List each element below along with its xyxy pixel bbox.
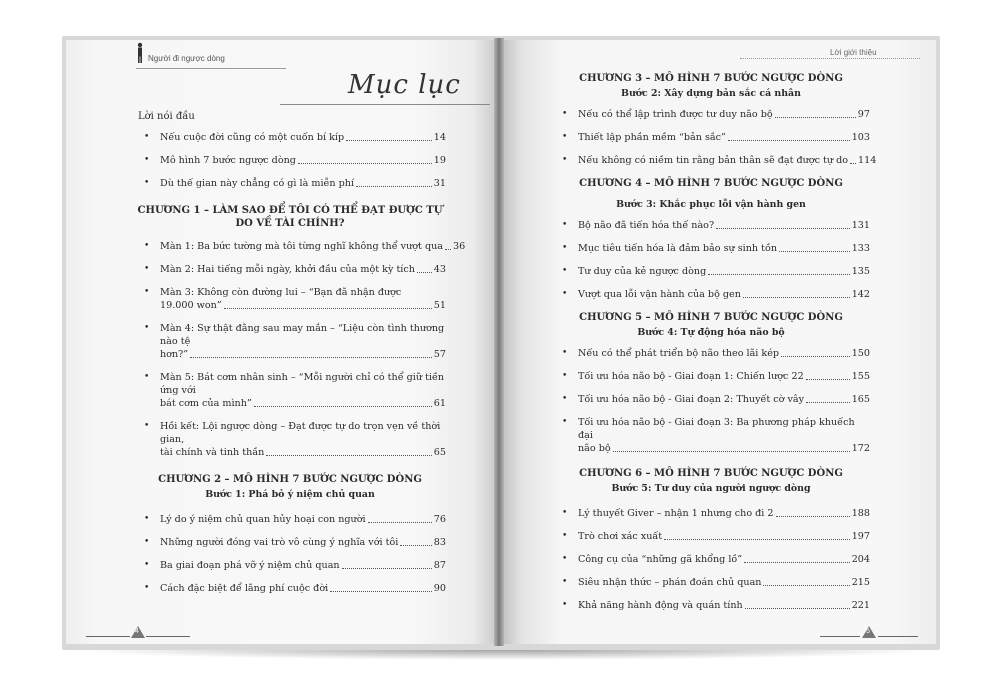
bullet-icon: • — [144, 132, 150, 142]
bullet-icon: • — [562, 577, 568, 587]
bullet-icon: • — [562, 371, 568, 381]
bullet-icon: • — [562, 417, 568, 427]
left-footer-rule — [146, 636, 190, 637]
bullet-icon: • — [144, 583, 150, 593]
chapter-4-title: CHƯƠNG 4 – MÔ HÌNH 7 BƯỚC NGƯỢC DÒNG — [579, 178, 843, 189]
bullet-icon: • — [144, 537, 150, 547]
left-footer-rule — [86, 636, 130, 637]
bullet-icon: • — [144, 323, 150, 333]
toc-entry[interactable]: • Vượt qua lỗi vận hành của bộ gen 142 — [562, 289, 870, 300]
bullet-icon: • — [562, 600, 568, 610]
chapter-6-step: Bước 5: Tư duy của người ngược dòng — [611, 483, 811, 494]
chapter-3-step: Bước 2: Xây dựng bản sắc cá nhân — [621, 88, 801, 99]
toc-entry[interactable]: • Nếu không có niềm tin rằng bản thân sẽ đạt được tự do 114 — [562, 155, 877, 166]
bullet-icon: • — [562, 394, 568, 404]
toc-entry[interactable]: • Mô hình 7 bước ngược dòng 19 — [144, 155, 446, 166]
bullet-icon: • — [144, 241, 150, 251]
toc-entry[interactable]: • Nếu có thể lập trình được tư duy não bộ 97 — [562, 109, 870, 120]
toc-entry[interactable]: • Tối ưu hóa não bộ - Giai đoạn 1: Chiến lược 22 155 — [562, 371, 870, 382]
bullet-icon: • — [144, 178, 150, 188]
chapter-1-title: CHƯƠNG 1 – LÀM SAO ĐỂ TÔI CÓ THỂ ĐẠT ĐƯỢC TỰ DO VỀ TÀI CHÍNH? — [137, 205, 443, 229]
toc-entry[interactable]: • Màn 5: Bát cơm nhân sinh – “Mỗi người chỉ có thể giữ tiền ứng với bát cơm của mình” 61 — [144, 372, 446, 409]
bullet-icon: • — [562, 243, 568, 253]
toc-entry[interactable]: • Màn 3: Không còn đường lui – “Bạn đã nhận được 19.000 won” 51 — [144, 287, 446, 311]
toc-entry[interactable]: • Tư duy của kẻ ngược dòng 135 — [562, 266, 870, 277]
preface-list — [134, 131, 446, 190]
chapter-1-list — [134, 240, 466, 459]
chapter-2-step: Bước 1: Phá bỏ ý niệm chủ quan — [205, 489, 375, 500]
book-spine — [494, 38, 504, 646]
toc-entry[interactable]: • Màn 2: Hai tiếng mỗi ngày, khởi đầu của một kỳ tích 43 — [144, 264, 446, 275]
right-header-rule — [740, 58, 920, 59]
toc-entry[interactable]: • Màn 1: Ba bức tường mà tôi từng nghĩ không thể vượt qua 36 — [144, 241, 466, 252]
toc-left-column — [134, 110, 466, 605]
bullet-icon: • — [144, 372, 150, 382]
toc-entry[interactable]: • Nếu cuộc đời cũng có một cuốn bí kíp 14 — [144, 132, 446, 143]
toc-entry[interactable]: • Lý do ý niệm chủ quan hủy hoại con người 76 — [144, 514, 446, 525]
chapter-3-title: CHƯƠNG 3 – MÔ HÌNH 7 BƯỚC NGƯỢC DÒNG — [579, 73, 843, 84]
toc-entry[interactable]: • Trò chơi xác xuất 197 — [562, 531, 870, 542]
right-page-number: 5 — [862, 626, 876, 638]
bullet-icon: • — [562, 266, 568, 276]
toc-right-column — [552, 72, 877, 622]
bullet-icon: • — [562, 289, 568, 299]
chapter-4-list — [552, 219, 870, 301]
preface-heading: Lời nói đầu — [138, 111, 195, 122]
toc-entry[interactable]: • Màn 4: Sự thật đằng sau may mắn – “Liệu còn tình thương nào tệ hơn?” 57 — [144, 323, 446, 360]
chapter-5-step: Bước 4: Tự động hóa não bộ — [637, 327, 785, 338]
left-running-title: Người đi ngược dòng — [148, 54, 225, 63]
toc-entry[interactable]: • Khả năng hành động và quán tính 221 — [562, 600, 870, 611]
bullet-icon: • — [144, 264, 150, 274]
bullet-icon: • — [562, 508, 568, 518]
chapter-6-title: CHƯƠNG 6 – MÔ HÌNH 7 BƯỚC NGƯỢC DÒNG — [579, 468, 843, 479]
toc-entry[interactable]: • Nếu có thể phát triển bộ não theo lãi kép 150 — [562, 348, 870, 359]
bullet-icon: • — [562, 531, 568, 541]
toc-entry[interactable]: • Ba giai đoạn phá vỡ ý niệm chủ quan 87 — [144, 560, 446, 571]
chapter-3-list — [552, 108, 877, 167]
toc-entry[interactable]: • Cách đặc biệt để lãng phí cuộc đời 90 — [144, 583, 446, 594]
toc-entry[interactable]: • Công cụ của “những gã khổng lồ” 204 — [562, 554, 870, 565]
bullet-icon: • — [144, 560, 150, 570]
left-header-rule — [136, 68, 286, 69]
chapter-5-title: CHƯƠNG 5 – MÔ HÌNH 7 BƯỚC NGƯỢC DÒNG — [579, 312, 843, 323]
right-running-title: Lời giới thiệu — [830, 48, 877, 57]
toc-entry[interactable]: • Dù thế gian này chẳng có gì là miễn phí 31 — [144, 178, 446, 189]
toc-entry[interactable]: • Hồi kết: Lội ngược dòng – Đạt được tự do trọn vẹn về thời gian, tài chính và tinh thần 65 — [144, 421, 446, 458]
toc-entry[interactable]: • Mục tiêu tiến hóa là đảm bảo sự sinh tồn 133 — [562, 243, 870, 254]
chapter-4-step: Bước 3: Khắc phục lỗi vận hành gen — [616, 199, 806, 210]
bullet-icon: • — [562, 220, 568, 230]
chapter-6-list — [552, 507, 870, 612]
right-footer-rule — [820, 636, 860, 637]
toc-entry[interactable]: • Bộ não đã tiến hóa thế nào? 131 — [562, 220, 870, 231]
bullet-icon: • — [144, 155, 150, 165]
bullet-icon: • — [144, 287, 150, 297]
bullet-icon: • — [562, 132, 568, 142]
bullet-icon: • — [562, 155, 568, 165]
bullet-icon: • — [144, 514, 150, 524]
bullet-icon: • — [562, 109, 568, 119]
title-rule — [280, 104, 490, 105]
toc-entry[interactable]: • Siêu nhận thức – phán đoán chủ quan 215 — [562, 577, 870, 588]
toc-entry[interactable]: • Lý thuyết Giver – nhận 1 nhưng cho đi 2 188 — [562, 508, 870, 519]
toc-entry[interactable]: • Tối ưu hóa não bộ - Giai đoạn 3: Ba phương pháp khuếch đại não bộ 172 — [562, 417, 870, 454]
bullet-icon: • — [562, 554, 568, 564]
bullet-icon: • — [562, 348, 568, 358]
page-title: Mục lục — [348, 70, 461, 100]
chapter-2-title: CHƯƠNG 2 – MÔ HÌNH 7 BƯỚC NGƯỢC DÒNG — [158, 474, 422, 485]
bullet-icon: • — [144, 421, 150, 431]
right-footer-rule — [878, 636, 918, 637]
toc-entry[interactable]: • Thiết lập phần mềm “bản sắc” 103 — [562, 132, 870, 143]
chapter-2-list — [134, 513, 446, 595]
toc-entry[interactable]: • Tối ưu hóa não bộ - Giai đoạn 2: Thuyết cờ vây 165 — [562, 394, 870, 405]
toc-entry[interactable]: • Những người đóng vai trò vô cùng ý nghĩa với tôi 83 — [144, 537, 446, 548]
left-page-number: 4 — [131, 626, 145, 638]
chapter-5-list — [552, 347, 870, 455]
person-silhouette-icon — [136, 42, 144, 64]
